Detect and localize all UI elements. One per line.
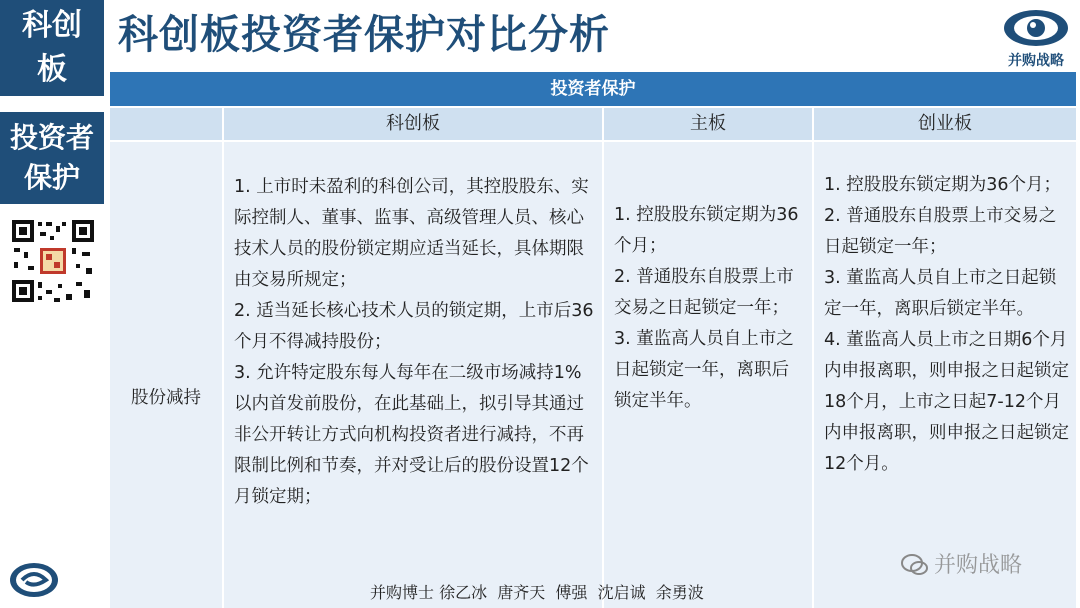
- wechat-watermark-icon: [900, 552, 930, 578]
- sidebar-title-block: [0, 0, 104, 96]
- cyb-item-1: 1. 控股股东锁定期为36个月；: [824, 175, 1062, 195]
- sidebar-title: 科创板: [22, 8, 82, 87]
- page-title: 科创板投资者保护对比分析: [118, 12, 610, 58]
- sidebar-topic: 投资者保护: [9, 121, 94, 194]
- watermark-text: 并购战略: [934, 553, 1023, 578]
- comparison-table: [110, 72, 1076, 584]
- kcb-item-3: 3. 允许特定股东每人每年在二级市场减持1%以内首发前股份，在此基础上，拟引导其通过非公开转让方式向机构投资者进行减持，不再限制比例和节奏，并对受让后的股份设置12个月锁定期；: [234, 363, 589, 507]
- section-header: 投资者保护: [110, 72, 1076, 106]
- main-item-3: 3. 董监高人员自上市之日起锁定一年，离职后锁定半年。: [614, 329, 794, 411]
- kcb-item-1: 1. 上市时未盈利的科创公司，其控股股东、实际控制人、董事、监事、高级管理人员、核心技术人员的股份锁定期应适当延长，具体期限由交易所规定；: [234, 177, 589, 290]
- row-label-cell: [110, 142, 222, 608]
- main-item-1: 1. 控股股东锁定期为36个月；: [614, 205, 799, 256]
- cyb-item-3: 3. 董监高人员自上市之日起锁定一年，离职后锁定半年。: [824, 268, 1057, 319]
- column-header-empty: [110, 108, 222, 140]
- row-label: 股份减持: [131, 387, 201, 408]
- brand-name: 并购战略: [1008, 53, 1064, 69]
- column-header-main: 主板: [604, 108, 812, 140]
- column-header-cyb: 创业板: [814, 108, 1076, 140]
- kcb-cell: [224, 142, 602, 608]
- sidebar-topic-block: [0, 112, 104, 204]
- cyb-cell: [814, 142, 1076, 608]
- company-logo-icon: [8, 560, 64, 600]
- kcb-item-2: 2. 适当延长核心技术人员的锁定期，上市后36个月不得减持股份；: [234, 301, 594, 352]
- cyb-item-4: 4. 董监高人员上市之日期6个月内申报离职，则申报之日起锁定18个月，上市之日起7-12个月内申报离职，则申报之日起锁定12个月。: [824, 330, 1069, 474]
- main-board-cell: [604, 142, 812, 608]
- qr-code-icon: [10, 218, 96, 304]
- sidebar: [0, 0, 104, 608]
- cyb-item-2: 2. 普通股东自股票上市交易之日起锁定一年；: [824, 206, 1057, 257]
- footer-authors: 并购博士 徐乙冰 唐齐天 傅强 沈启诚 余勇波: [370, 583, 704, 602]
- main-item-2: 2. 普通股东自股票上市交易之日起锁定一年；: [614, 267, 794, 318]
- column-header-kcb: 科创板: [224, 108, 602, 140]
